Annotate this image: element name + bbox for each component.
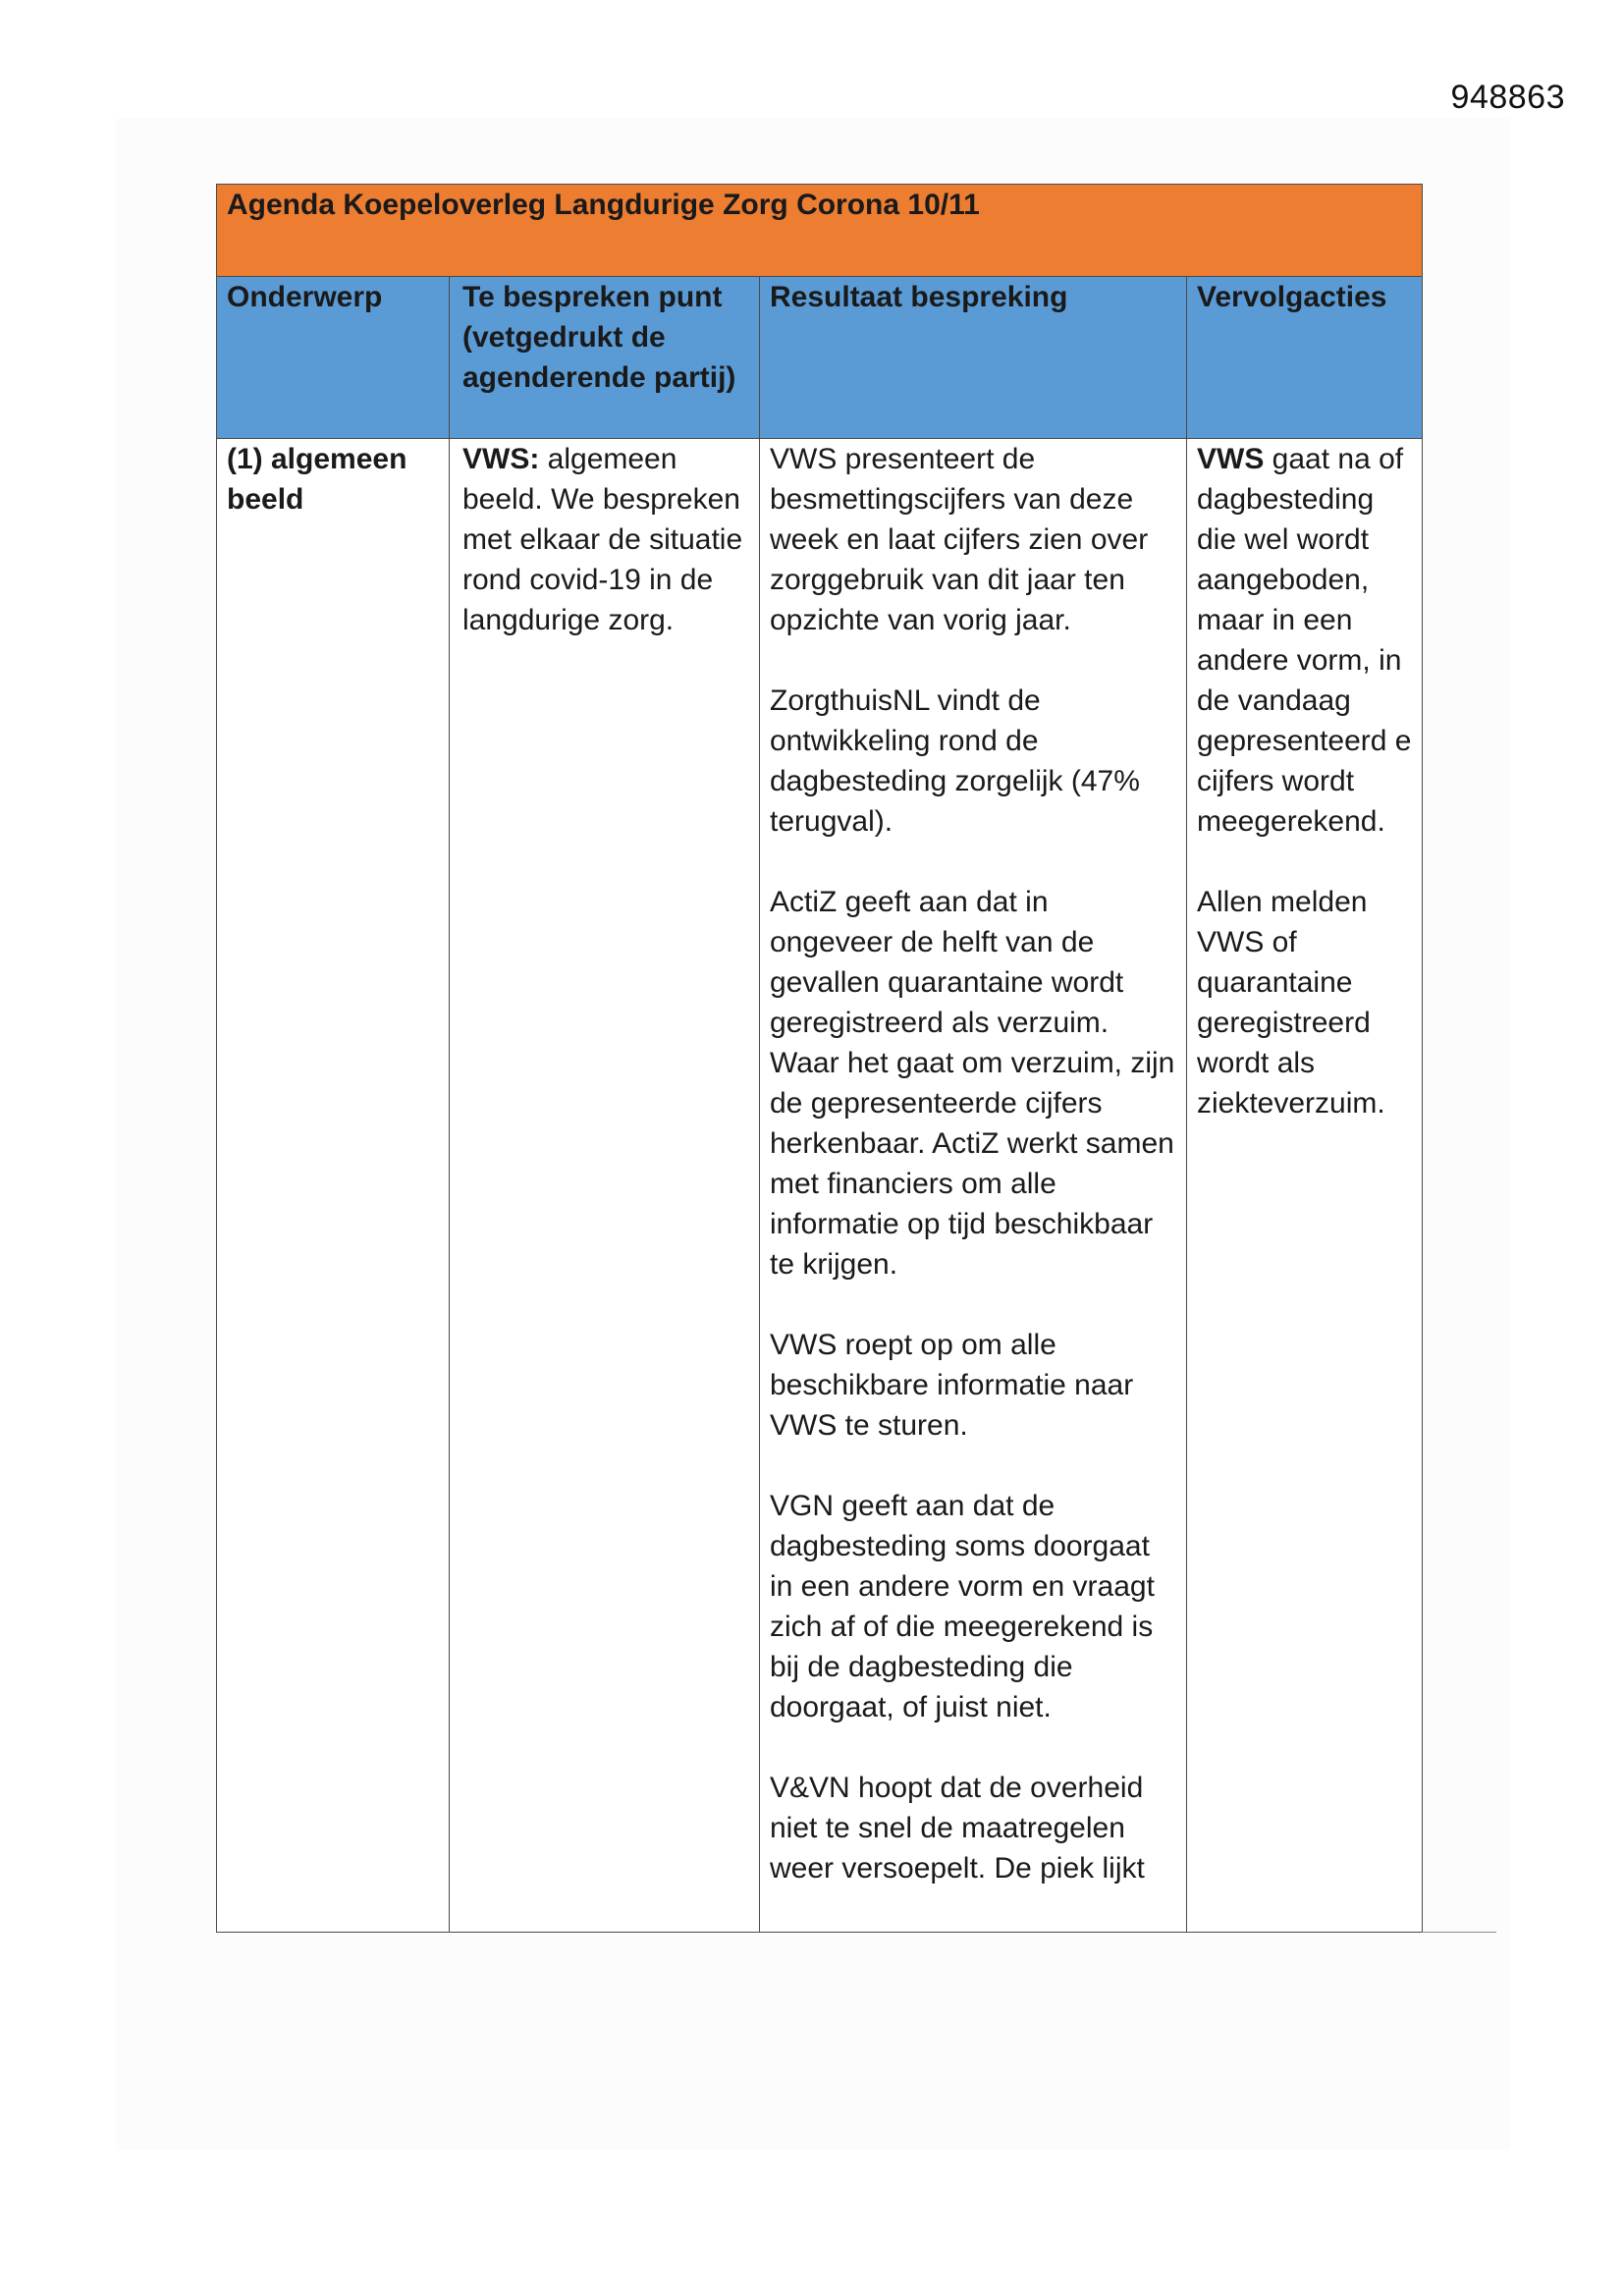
document-number: 948863 [1450,79,1565,116]
header-vervolgacties: Vervolgacties [1187,277,1423,439]
header-te-bespreken-punt: Te bespreken punt (vetgedrukt de agenderende partij) [450,277,760,439]
cell-followup [1187,439,1423,1933]
result-paragraph: VGN geeft aan dat de dagbesteding soms doorgaat in een andere vorm en vraagt zich af of die meegerekend is bij de dagbesteding die doorgaat, of juist niet. [770,1490,1155,1723]
cell-result [760,439,1187,1933]
header-row [217,277,1423,439]
followup-paragraph: Allen melden VWS of quarantaine geregistreerd wordt als ziekteverzuim. [1197,886,1385,1120]
topic-text: (1) algemeen beeld [227,443,407,516]
table-border-extension [1422,1932,1496,1933]
result-paragraph: V&VN hoopt dat de overheid niet te snel de maatregelen weer versoepelt. De piek lijkt [770,1772,1145,1885]
result-paragraph: VWS roept op om alle beschikbare informatie naar VWS te sturen. [770,1329,1134,1442]
result-paragraph: ActiZ geeft aan dat in ongeveer de helft van de gevallen quarantaine wordt geregistreerd als verzuim. Waar het gaat om verzuim, zijn de gepresenteerde cijfers herkenbaar. ActiZ werkt samen met financiers om alle informatie op tijd beschikbaar te krijgen. [770,886,1175,1281]
point-text: algemeen beeld. We bespreken met elkaar de situatie rond covid-19 in de langdurige zorg. [462,443,743,636]
table-row [217,439,1423,1933]
agenda-table [216,184,1423,1933]
followup-party: VWS [1197,443,1265,475]
agenda-party: VWS: [462,443,540,475]
header-onderwerp: Onderwerp [217,277,450,439]
followup-text: gaat na of dagbesteding die wel wordt aangeboden, maar in een andere vorm, in de vandaag gepresenteerd e cijfers wordt meegerekend. [1197,443,1412,838]
followup-paragraph [1197,439,1412,842]
cell-point [450,439,760,1933]
title-row [217,185,1423,277]
header-resultaat-bespreking: Resultaat bespreking [760,277,1187,439]
table-title: Agenda Koepeloverleg Langdurige Zorg Corona 10/11 [217,185,1423,277]
cell-topic [217,439,450,1933]
result-paragraph: ZorgthuisNL vindt de ontwikkeling rond de dagbesteding zorgelijk (47% terugval). [770,684,1140,838]
result-paragraph: VWS presenteert de besmettingscijfers van deze week en laat cijfers zien over zorggebruik van dit jaar ten opzichte van vorig jaar. [770,443,1149,636]
